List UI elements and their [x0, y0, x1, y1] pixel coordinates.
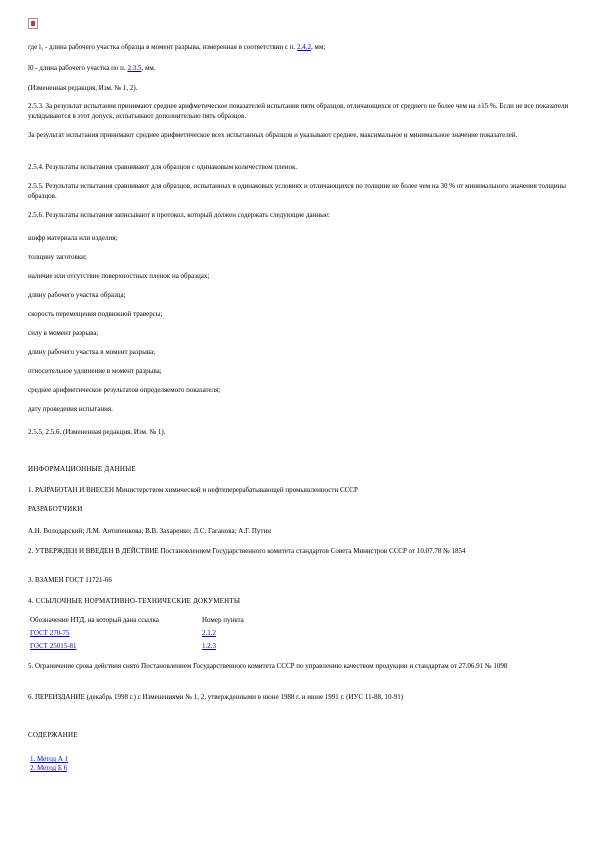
gost-link[interactable]: ГОСТ 25015-81: [30, 642, 77, 650]
list-item: дату проведения испытания.: [28, 405, 113, 413]
amendment-note-2: 2.5.5, 2.5.6. (Измененная редакция, Изм. № 1).: [28, 428, 166, 436]
table-row: [30, 628, 248, 641]
toc-item-method-a[interactable]: 1. Метод А 1: [30, 755, 69, 763]
para-2-5-6: 2.5.6. Результаты испытания записывают в протокол, который должен содержать следующие данные:: [28, 211, 330, 219]
l1-suffix: , мм;: [311, 43, 326, 51]
l1-definition: [28, 42, 573, 52]
info-item-3: 3. ВЗАМЕН ГОСТ 11721-66: [28, 576, 112, 584]
list-item: силу в момент разрыва;: [28, 329, 99, 337]
table-header: Номер пункта: [202, 616, 244, 624]
info-item-2: 2. УТВЕРЖДЕН И ВВЕДЕН В ДЕЙСТВИЕ Постановлением Государственного комитета стандартов Совета Министров СССР от 10.07.78 № 1854: [28, 547, 466, 555]
l0-definition: [28, 63, 573, 73]
developers-list: А.Н. Володарский; Л.М. Антипенкова; В.В. Захаренко; Л.С. Гаганова; А.Г. Путин: [28, 527, 271, 535]
info-item-4: 4. ССЫЛОЧНЫЕ НОРМАТИВНО-ТЕХНИЧЕСКИЕ ДОКУМЕНТЫ: [28, 597, 241, 605]
info-item-1: 1. РАЗРАБОТАН И ВНЕСЕН Министерством химической и нефтеперерабатывающей промышленности СССР: [28, 486, 358, 494]
toc-heading: СОДЕРЖАНИЕ: [28, 731, 78, 739]
list-item: скорость перемещения подвижной траверсы;: [28, 310, 163, 318]
toc-list: [30, 755, 68, 773]
list-item: шифр материала или изделия;: [28, 234, 118, 242]
l1-text: где l₁ - длина рабочего участка образца в момент разрыва, измеренная в соответствии с п.: [28, 43, 298, 51]
table-row: [30, 641, 248, 654]
para-2-5-3-result: За результат испытания принимают среднее арифметическое всех испытанных образцов и указывают среднее, максимальное и минимальное значение показателей.: [28, 131, 518, 139]
para-2-5-5: 2.5.5. Результаты испытания сравнивают для образцов, испытанных в одинаковых условиях и отличающихся по толщине не более чем на 30 % от минимального значения толщины образцов.: [28, 182, 567, 200]
table-header-row: [30, 615, 248, 628]
link-2-4-2[interactable]: 2.4.2: [297, 43, 312, 51]
amendment-note: (Измененная редакция, Изм. № 1, 2).: [28, 84, 138, 92]
clause-link[interactable]: 2.1.2: [202, 629, 216, 637]
toc-item-method-b[interactable]: 2. Метод Б 6: [30, 764, 68, 772]
gost-link[interactable]: ГОСТ 270-75: [30, 629, 70, 637]
list-item: наличие или отсутствие поверхностных пленок на образцах;: [28, 272, 210, 280]
info-item-6: 6. ПЕРЕИЗДАНИЕ (декабрь 1998 г.) с Изменениями № 1, 2, утвержденными в июне 1988 г. и июне 1991 г. (ИУС 11-88, 10-91): [28, 693, 404, 701]
link-2-3-5[interactable]: 2.3.5: [127, 64, 142, 72]
info-item-5: 5. Ограничение срока действия снято Постановлением Государственного комитета СССР по управлению качеством продукции и стандартам от 27.06.91 № 1098: [28, 662, 508, 670]
l0-suffix: , мм.: [141, 64, 156, 72]
table-header: Обозначение НТД, на который дана ссылка: [30, 616, 159, 624]
clause-link[interactable]: 1.2.3: [202, 642, 216, 650]
l0-text: l0 - длина рабочего участка по п.: [28, 64, 128, 72]
para-2-5-4: 2.5.4. Результаты испытания сравнивают для образцов с одинаковым количеством пленок.: [28, 163, 298, 171]
list-item: длину рабочего участка образца;: [28, 291, 126, 299]
para-2-5-3: 2.5.3. За результат испытания принимают среднее арифметическое показателей испытания пяти образцов, отличающихся от среднего не более чем на ±15 %. Если не все показатели укладываются в этот допуск, испытывают дополнительно пять образцов.: [28, 102, 569, 120]
info-heading: ИНФОРМАЦИОННЫЕ ДАННЫЕ: [28, 465, 136, 473]
broken-image-icon: [28, 18, 38, 29]
developers-label: РАЗРАБОТЧИКИ: [28, 505, 83, 513]
reference-table: [30, 615, 248, 654]
list-item: среднее арифметическое результатов определяемого показателя;: [28, 386, 221, 394]
list-item: толщину заготовки;: [28, 253, 87, 261]
list-item: длину рабочего участка в момент разрыва;: [28, 348, 156, 356]
list-item: относительное удлинение в момент разрыва;: [28, 367, 162, 375]
